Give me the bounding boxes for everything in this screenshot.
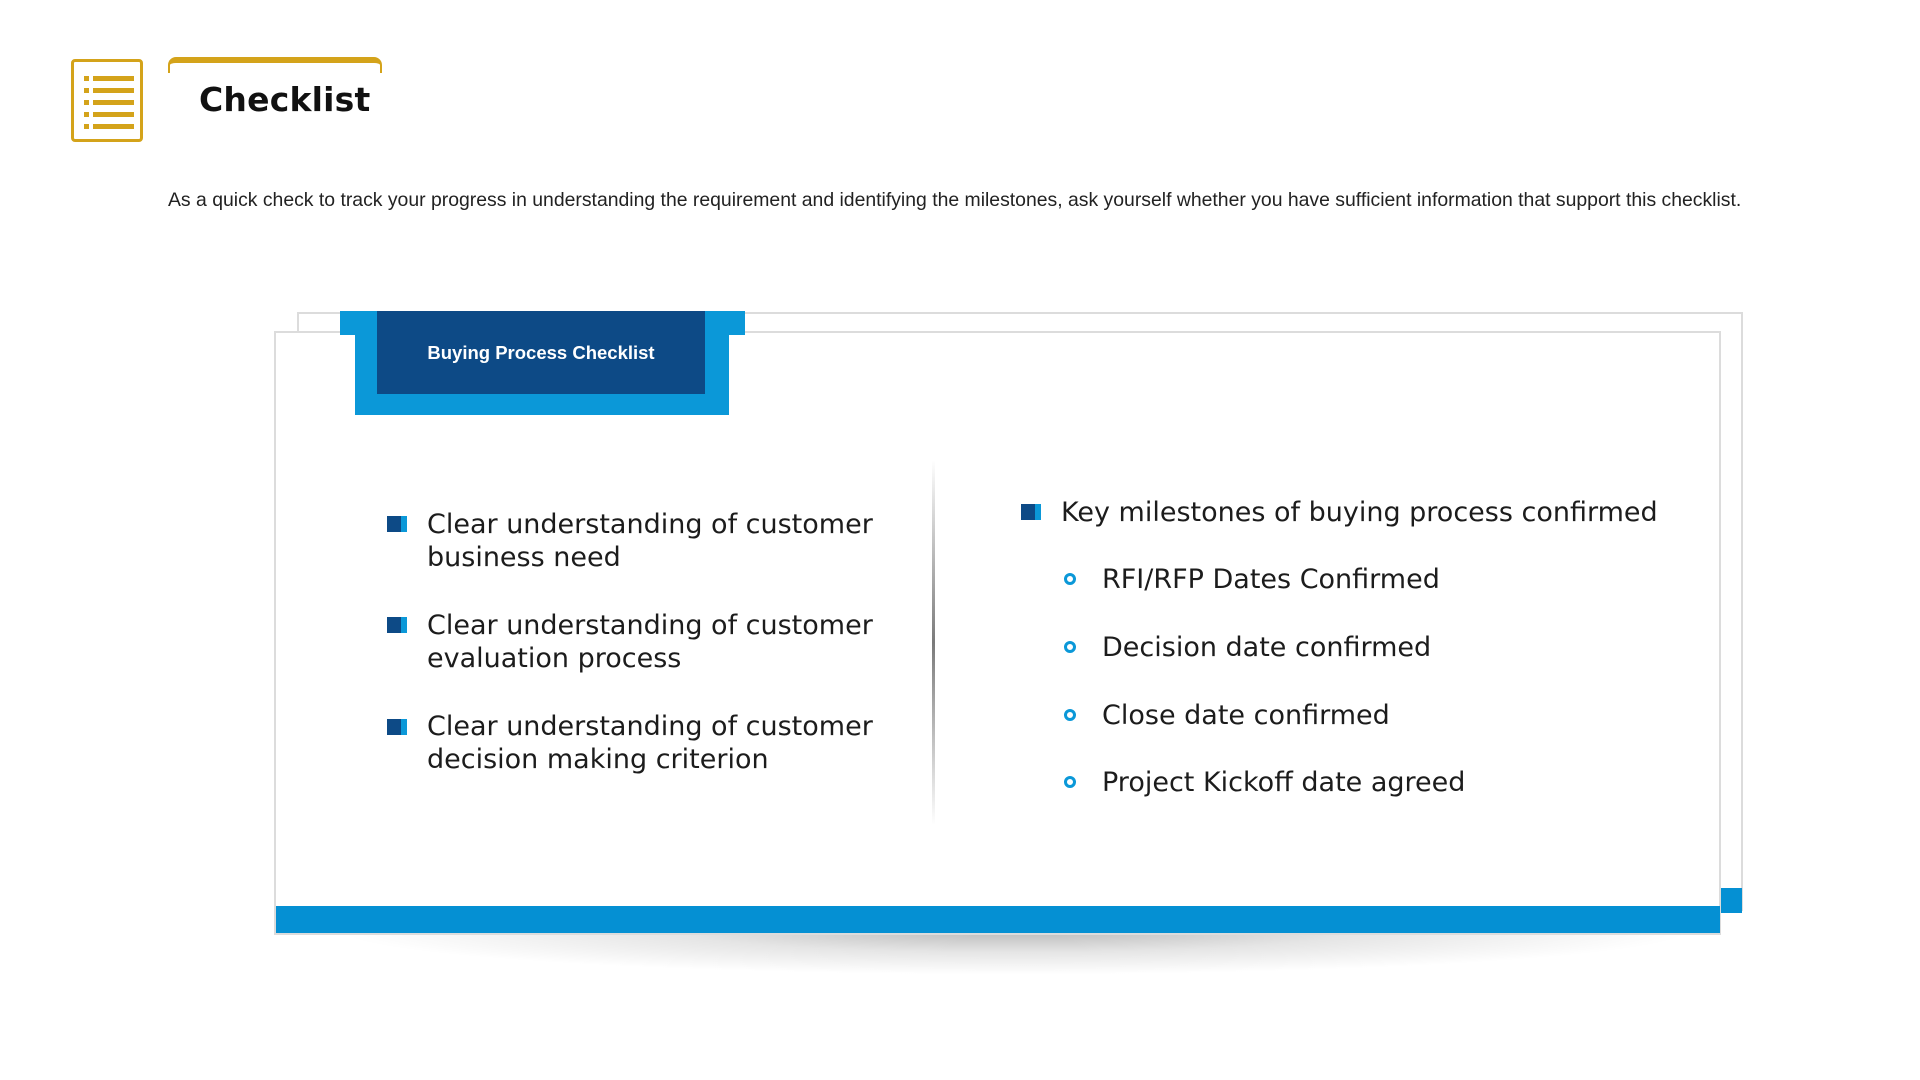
- card-shadow: [330, 930, 1700, 975]
- list-line: [93, 112, 134, 117]
- list-item: [427, 609, 873, 675]
- list-item-line: business need: [427, 542, 621, 573]
- square-bullet-icon: [387, 719, 407, 735]
- circle-bullet-icon: [1064, 776, 1076, 788]
- square-bullet-icon: [387, 617, 407, 633]
- card-bottom-bar: [276, 906, 1720, 933]
- milestones-heading: Key milestones of buying process confirmed: [1061, 497, 1658, 528]
- list-item-line: evaluation process: [427, 643, 682, 674]
- list-line: [93, 76, 134, 81]
- card-label: Buying Process Checklist: [427, 342, 655, 363]
- list-item-line: Clear understanding of customer: [427, 610, 873, 641]
- milestone-item: Close date confirmed: [1102, 700, 1390, 731]
- list-dot: [84, 124, 89, 129]
- square-bullet-icon: [387, 516, 407, 532]
- circle-bullet-icon: [1064, 641, 1076, 653]
- list-dot: [84, 100, 89, 105]
- circle-bullet-icon: [1064, 709, 1076, 721]
- list-dot: [84, 112, 89, 117]
- column-divider: [932, 460, 935, 825]
- list-item: [427, 508, 873, 574]
- milestone-item: Project Kickoff date agreed: [1102, 767, 1466, 798]
- circle-bullet-icon: [1064, 573, 1076, 585]
- page-title: Checklist: [199, 80, 371, 119]
- milestone-item: Decision date confirmed: [1102, 632, 1432, 663]
- checklist-document-icon: [71, 59, 143, 142]
- list-dot: [84, 88, 89, 93]
- card-corner-accent: [1721, 888, 1742, 913]
- list-item-line: decision making criterion: [427, 744, 769, 775]
- list-item-line: Clear understanding of customer: [427, 509, 873, 540]
- milestone-item: RFI/RFP Dates Confirmed: [1102, 564, 1440, 595]
- list-dot: [84, 76, 89, 81]
- list-item-line: Clear understanding of customer: [427, 711, 873, 742]
- list-line: [93, 100, 134, 105]
- title-tab-accent: [168, 57, 382, 73]
- list-line: [93, 124, 134, 129]
- list-item: [427, 710, 873, 776]
- intro-text: As a quick check to track your progress in understanding the requirement and identifying the milestones, ask yourself whether you have sufficient information that support this checklist.: [168, 189, 1742, 211]
- list-line: [93, 88, 134, 93]
- square-bullet-icon: [1021, 504, 1041, 520]
